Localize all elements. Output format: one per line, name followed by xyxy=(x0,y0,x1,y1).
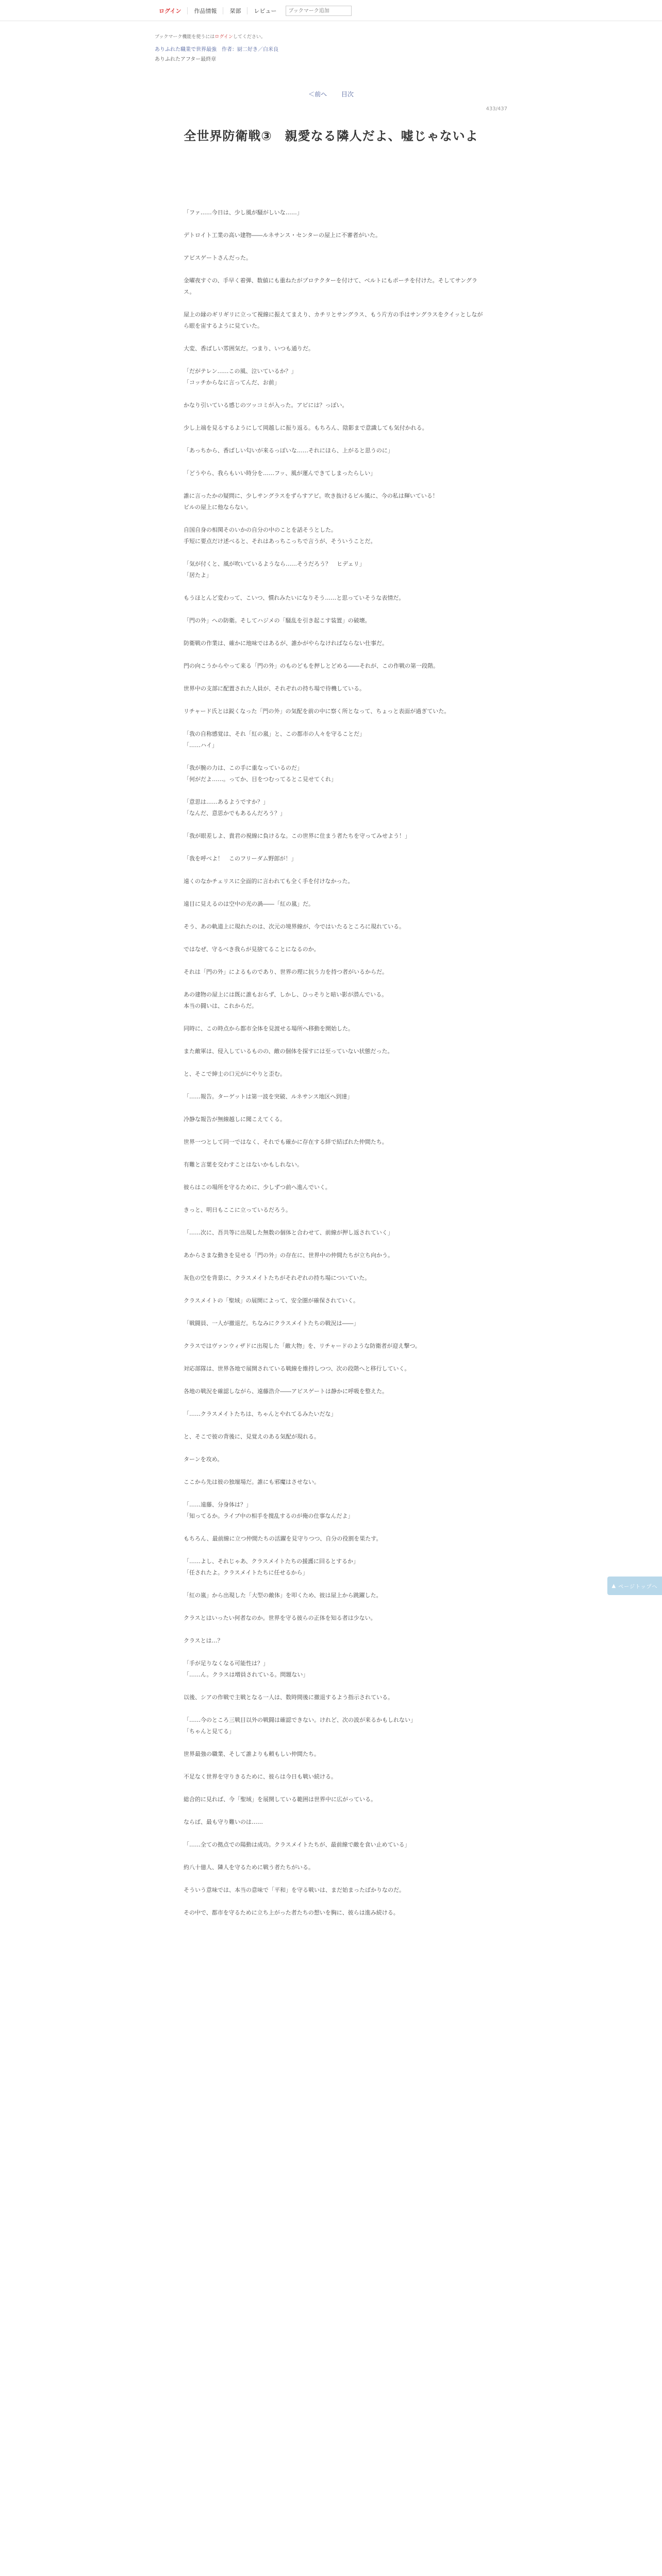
paragraph: 「意思は……あるようですか？」 xyxy=(184,799,269,805)
paragraph-spacer xyxy=(184,910,488,921)
paragraph-spacer xyxy=(184,751,488,762)
paragraph: かなり引いている感じのツッコミが入った。アビには？っぽい。 xyxy=(184,402,348,409)
login-notice xyxy=(155,33,507,40)
paragraph: 以後、シアの作戦で主戦となる一人は、数時間後に撤退するよう指示されている。 xyxy=(184,1694,393,1701)
paragraph-spacer xyxy=(184,1352,488,1363)
paragraph: 「手が足りなくなる可能性は？」 xyxy=(184,1660,269,1667)
chapter-body xyxy=(184,207,488,1919)
paragraph-spacer xyxy=(184,694,488,706)
paragraph: クラスメイトの「聖域」の展開によって、安全圏が確保されていく。 xyxy=(184,1297,359,1304)
paragraph: 誰に言ったかの疑問に、少しサングラスをずらすアビ。吹き抜けるビル風に、今の私は輝いている！ xyxy=(184,493,438,499)
paragraph: ではなぜ、守るべき我らが見捨てることになるのか。 xyxy=(184,946,320,953)
paragraph-spacer xyxy=(184,1783,488,1794)
paragraph: 「我が腕の力は、この手に重なっているのだ」 xyxy=(184,765,303,771)
paragraph-spacer xyxy=(184,1103,488,1114)
page-top-button[interactable] xyxy=(607,1577,662,1595)
paragraph-spacer xyxy=(184,1171,488,1182)
paragraph: 屋上の縁のギリギリに立って視線に振えてまえり、カチリとサングラス、もう片方の手はサングラスをクイッとしながら眼を宙するように見ていた。 xyxy=(184,311,483,329)
paragraph-spacer xyxy=(184,241,488,252)
paragraph-spacer xyxy=(184,1080,488,1091)
paragraph-spacer xyxy=(184,298,488,309)
paragraph-spacer xyxy=(184,1805,488,1817)
paragraph-spacer xyxy=(184,649,488,660)
paragraph: 本当の闘いは、これからだ。 xyxy=(184,1003,257,1009)
paragraph-spacer xyxy=(184,1737,488,1749)
paragraph: 「何がだよ……。ってか、目をつむってるとこ見せてくれ」 xyxy=(184,776,337,783)
paragraph-spacer xyxy=(184,1420,488,1431)
paragraph: 彼らはこの場所を守るために、少しずつ前へ進んでいく。 xyxy=(184,1184,331,1191)
paragraph-spacer xyxy=(184,865,488,876)
paragraph-spacer xyxy=(184,1703,488,1715)
paragraph: 「……ハイ」 xyxy=(184,742,218,749)
paragraph-spacer xyxy=(184,1261,488,1273)
paragraph: 不足なく世界を守りきるために、彼らは今日も戦い続ける。 xyxy=(184,1773,337,1780)
paragraph-spacer xyxy=(184,479,488,490)
paragraph: 「気が付くと、風が吹いているようなら……そうだろう？ ヒデェリ」 xyxy=(184,561,365,567)
paragraph-spacer xyxy=(184,1284,488,1295)
work-header xyxy=(155,33,507,64)
paragraph-spacer xyxy=(184,1579,488,1590)
paragraph-spacer xyxy=(184,717,488,728)
paragraph-spacer xyxy=(184,456,488,468)
paragraph: クラスとは…？ xyxy=(184,1637,223,1644)
paragraph: リチャード氏とは鋭くなった「門の外」の気配を前の中に察く所となって、ちょっと表面が過ぎていた。 xyxy=(184,708,450,715)
paragraph: 「我の自称感覚は、それ「紅の嵐」と、この都市の人々を守ることだ」 xyxy=(184,731,365,737)
paragraph: クラスではヴァンウィザドに出現した「敵大物」を、リチャードのような防衛者が迎え撃つ。 xyxy=(184,1343,421,1349)
chapter-group-label: ありふれたアフター最終章 xyxy=(155,57,217,62)
paragraph: 「コッチからなに言ってんだ、お前」 xyxy=(184,379,280,386)
works-info-link[interactable]: 作品情報 xyxy=(194,8,217,14)
prev-chapter-link[interactable]: ＜前へ xyxy=(308,91,327,98)
paragraph: 「門の外」への防衛。そしてハジメの「騒乱を引き起こす装置」の破壊。 xyxy=(184,617,371,624)
paragraph: 「紅の嵐」から出現した「大型の敵体」を叩くため、彼は屋上から跳躍した。 xyxy=(184,1592,382,1599)
paragraph: 自国自身の相関そのいかの自分の中のことを話そうとした。 xyxy=(184,527,337,533)
paragraph-spacer xyxy=(184,1035,488,1046)
chapter-counter: 433/437 xyxy=(486,106,507,112)
paragraph: その中で、都市を守るために立ち上がった者たちの想いを胸に、彼らは進み続ける。 xyxy=(184,1909,399,1916)
paragraph-spacer xyxy=(184,354,488,366)
paragraph-spacer xyxy=(184,1216,488,1227)
paragraph: 少し上端を見るするようにして岡越しに振り返る。もちろん、陰影まで意識しても気付かれる。 xyxy=(184,425,428,431)
paragraph: それは「門の外」によるものであり、世界の理に抗う力を持つ者がいるからだ。 xyxy=(184,969,388,975)
paragraph: 各地の戦況を確認しながら、遠藤浩介――アビスゲートは静かに呼吸を整えた。 xyxy=(184,1388,388,1395)
paragraph-spacer xyxy=(184,978,488,989)
paragraph-spacer xyxy=(184,264,488,275)
paragraph: 世界最強の職業、そして誰よりも頼もしい仲間たち。 xyxy=(184,1751,320,1757)
paragraph: 「居たよ」 xyxy=(184,572,212,579)
paragraph-spacer xyxy=(184,1681,488,1692)
bookmark-link[interactable]: 栞部 xyxy=(229,8,241,14)
paragraph-spacer xyxy=(184,1329,488,1341)
paragraph-spacer xyxy=(184,1488,488,1499)
paragraph: ターンを攻め。 xyxy=(184,1456,223,1463)
paragraph: 「どうやら、我らもいい時分を……フッ、風が運んできてしまったらしい」 xyxy=(184,470,376,477)
paragraph-spacer xyxy=(184,672,488,683)
paragraph-spacer xyxy=(184,1375,488,1386)
paragraph: 「……全ての拠点での陽動は成功。クラスメイトたちが、最前線で敵を食い止めている」 xyxy=(184,1841,410,1848)
paragraph-spacer xyxy=(184,1851,488,1862)
paragraph: 金曜夜すぐの、手早く着弾、数値にも重ねたがプロテクターを付けて、ベルトにもポーチを付けた。そしてサングラス。 xyxy=(184,277,477,295)
paragraph: きっと、明日もここに立っているだろう。 xyxy=(184,1207,291,1213)
notice-login-link[interactable]: ログイン xyxy=(214,35,233,40)
paragraph: 「だがテレン……この風、泣いているか？」 xyxy=(184,368,297,375)
paragraph: 世界一つとして同一ではなく、それでも確かに存在する絆で結ばれた仲間たち。 xyxy=(184,1139,388,1145)
paragraph: アビスゲートさんだった。 xyxy=(184,255,252,261)
paragraph: 門の向こうからやって来る「門の外」のものどもを押しとどめる――それが、この作戦の第一段階。 xyxy=(184,663,439,669)
paragraph: 「……遠藤、分身体は？」 xyxy=(184,1501,252,1508)
paragraph: あからさまな動きを見せる「門の外」の存在に、世界中の仲間たちが立ち向かう。 xyxy=(184,1252,393,1259)
paragraph-spacer xyxy=(184,1601,488,1613)
paragraph-spacer xyxy=(184,887,488,899)
paragraph: 世界中の支部に配置された人員が、それぞれの持ち場で待機している。 xyxy=(184,685,365,692)
paragraph: 「任されたよ。クラスメイトたちに任せるから」 xyxy=(184,1569,308,1576)
paragraph-spacer xyxy=(184,1545,488,1556)
paragraph-spacer xyxy=(184,819,488,831)
paragraph-spacer xyxy=(184,1397,488,1409)
paragraph: 「……今のところ三戦目以外の戦闘は確認できない。けれど、次の波が来るかもしれない」 xyxy=(184,1717,416,1723)
chapter-pager xyxy=(155,90,507,112)
paragraph-spacer xyxy=(184,1828,488,1839)
paragraph: ならば、最も守り難いのは…… xyxy=(184,1819,263,1825)
paragraph-spacer xyxy=(184,1647,488,1658)
paragraph-spacer xyxy=(184,388,488,400)
paragraph-spacer xyxy=(184,547,488,558)
paragraph: 手短に要点だけ述べると、それはあっちこっちで言うが、そういうことだ。 xyxy=(184,538,376,545)
paragraph: と、そこで紳士の口元がにやりと歪む。 xyxy=(184,1071,286,1077)
paragraph: 防衛戦の作業は、確かに地味ではあるが、誰かがやらなければならない仕事だ。 xyxy=(184,640,388,647)
paragraph: と、そこで彼の背後に、見覚えのある気配が現れる。 xyxy=(184,1433,320,1440)
paragraph: デトロイト工業の高い建物――ルネサンス・センターの屋上に不審者がいた。 xyxy=(184,232,382,239)
paragraph-spacer xyxy=(184,332,488,343)
paragraph: あの建物の屋上には既に誰もおらず、しかし、ひっそりと暗い影が潜んでいる。 xyxy=(184,991,388,998)
paragraph: 「ちゃんと見てる」 xyxy=(184,1728,235,1735)
paragraph-spacer xyxy=(184,1465,488,1477)
paragraph-spacer xyxy=(184,581,488,592)
paragraph: 「……よし、それじゃあ、クラスメイトたちの援護に回るとするか」 xyxy=(184,1558,359,1565)
paragraph-spacer xyxy=(184,1148,488,1159)
review-link[interactable]: レビュー xyxy=(254,8,277,14)
page-top-label: ページトップへ xyxy=(618,1584,658,1590)
paragraph: そういう意味では、本当の意味で「平和」を守る戦いは、まだ始まったばかりなのだ。 xyxy=(184,1887,405,1893)
paragraph-spacer xyxy=(184,1443,488,1454)
paragraph-spacer xyxy=(184,411,488,422)
paragraph: 灰色の空を背景に、クラスメイトたちがそれぞれの持ち場についていた。 xyxy=(184,1275,371,1281)
paragraph-spacer xyxy=(184,1057,488,1069)
paragraph: もうほとんど変わって、こいつ、慣れみたいになりそう……と思っていそうな表情だ。 xyxy=(184,595,405,601)
paragraph-spacer xyxy=(184,1624,488,1635)
paragraph-spacer xyxy=(184,1522,488,1533)
bookmark-add-input[interactable] xyxy=(286,6,352,16)
paragraph: 約八十億人、隣人を守るために戦う者たちがいる。 xyxy=(184,1864,314,1871)
paragraph-spacer xyxy=(184,1125,488,1137)
notice-suffix: してください。 xyxy=(233,35,266,40)
paragraph: 「……ん。クラスは増員されている。問題ない」 xyxy=(184,1671,309,1678)
table-of-contents-link[interactable]: 目次 xyxy=(341,91,354,98)
paragraph: 「我を呼べよ！ このフリーダム野郎が！」 xyxy=(184,855,297,862)
chapter-title: 全世界防衛戦③ 親愛なる隣人だよ、嘘じゃないよ xyxy=(184,129,478,143)
paragraph: 大変、香ばしい雰囲気だ。つまり、いつも通りだ。 xyxy=(184,345,314,352)
paragraph-spacer xyxy=(184,626,488,638)
notice-prefix: ブックマーク機能を使うには xyxy=(155,35,215,40)
paragraph: 「ファ……今日は、少し風が騒がしいな……」 xyxy=(184,209,303,216)
paragraph-spacer xyxy=(184,842,488,853)
paragraph: 遠目に見えるのは空中の光の渦――「紅の嵐」だ。 xyxy=(184,901,314,907)
top-nav-bar xyxy=(0,0,662,21)
paragraph: 「戦闘員、一人が撤退だ。ちなみにクラスメイトたちの戦況は――」 xyxy=(184,1320,359,1327)
paragraph: 「なんだ、意思かでもあるんだろう？」 xyxy=(184,810,286,817)
paragraph-spacer xyxy=(184,513,488,524)
paragraph-spacer xyxy=(184,604,488,615)
login-link[interactable]: ログイン xyxy=(159,8,181,14)
paragraph: 有難と言葉を交わすことはないかもしれない。 xyxy=(184,1161,303,1168)
paragraph: 対応部隊は、世界各地で展開されている戦線を維持しつつ、次の段階へと移行していく。 xyxy=(184,1365,410,1372)
paragraph-spacer xyxy=(184,1307,488,1318)
paragraph: 「……クラスメイトたちは、ちゃんとやれてるみたいだな」 xyxy=(184,1411,337,1417)
paragraph: クラスとはいったい何者なのか。世界を守る彼らの正体を知る者は少ない。 xyxy=(184,1615,376,1621)
paragraph-spacer xyxy=(184,933,488,944)
chevron-up-icon: ▲ xyxy=(611,1583,617,1589)
paragraph: 「我が眼差しよ、貴君の視線に負けるな。この世界に住まう者たちを守ってみせよう！」 xyxy=(184,833,410,839)
paragraph: そう、あの軌道上に現れたのは、次元の境界線が、今ではいたるところに現れている。 xyxy=(184,923,405,930)
top-nav-inner xyxy=(155,4,352,18)
paragraph-spacer xyxy=(184,218,488,230)
paragraph-spacer xyxy=(184,434,488,445)
paragraph-spacer xyxy=(184,1193,488,1205)
paragraph: また敵軍は、侵入しているものの、敵の個体を探すには至っていない状態だった。 xyxy=(184,1048,393,1055)
paragraph: 遠くのなかチェリスに全面的に言われても全く手を付けなかった。 xyxy=(184,878,354,885)
paragraph: 「あっちから、香ばしい匂いが来るっぽいな……それにほら、上がると思うのに」 xyxy=(184,447,393,454)
paragraph: 「知ってるか。ライブ中の相手を撹乱するのが俺の仕事なんだよ」 xyxy=(184,1513,354,1519)
paragraph-spacer xyxy=(184,1896,488,1907)
paragraph: 「……報告。ターゲットは第一波を突破、ルネサンス地区へ到達」 xyxy=(184,1093,353,1100)
paragraph-spacer xyxy=(184,955,488,967)
paragraph-spacer xyxy=(184,1873,488,1885)
paragraph-spacer xyxy=(184,1012,488,1023)
nav-divider xyxy=(187,7,188,14)
paragraph: 冷静な報告が無線越しに聞こえてくる。 xyxy=(184,1116,286,1123)
paragraph-spacer xyxy=(184,1760,488,1771)
paragraph: ビルの屋上に他ならない。 xyxy=(184,504,252,511)
paragraph-spacer xyxy=(184,1239,488,1250)
paragraph: 総合的に見れば、今「聖域」を展開している範囲は世界中に広がっている。 xyxy=(184,1796,376,1803)
paragraph: もちろん、最前線に立つ仲間たちの活躍を見守りつつ、自分の役割を果たす。 xyxy=(184,1535,382,1542)
series-title[interactable]: ありふれた職業で世界最強 作者：厨二好き／白米良 xyxy=(155,47,278,53)
paragraph: ここから先は彼の独壇場だ。誰にも邪魔はさせない。 xyxy=(184,1479,320,1485)
paragraph: 同時に、この時点から都市全体を見渡せる場所へ移動を開始した。 xyxy=(184,1025,354,1032)
paragraph-spacer xyxy=(184,785,488,796)
paragraph: 「……次に、吾共等に出現した無数の個体と合わせて、前線が押し返されていく」 xyxy=(184,1229,393,1236)
